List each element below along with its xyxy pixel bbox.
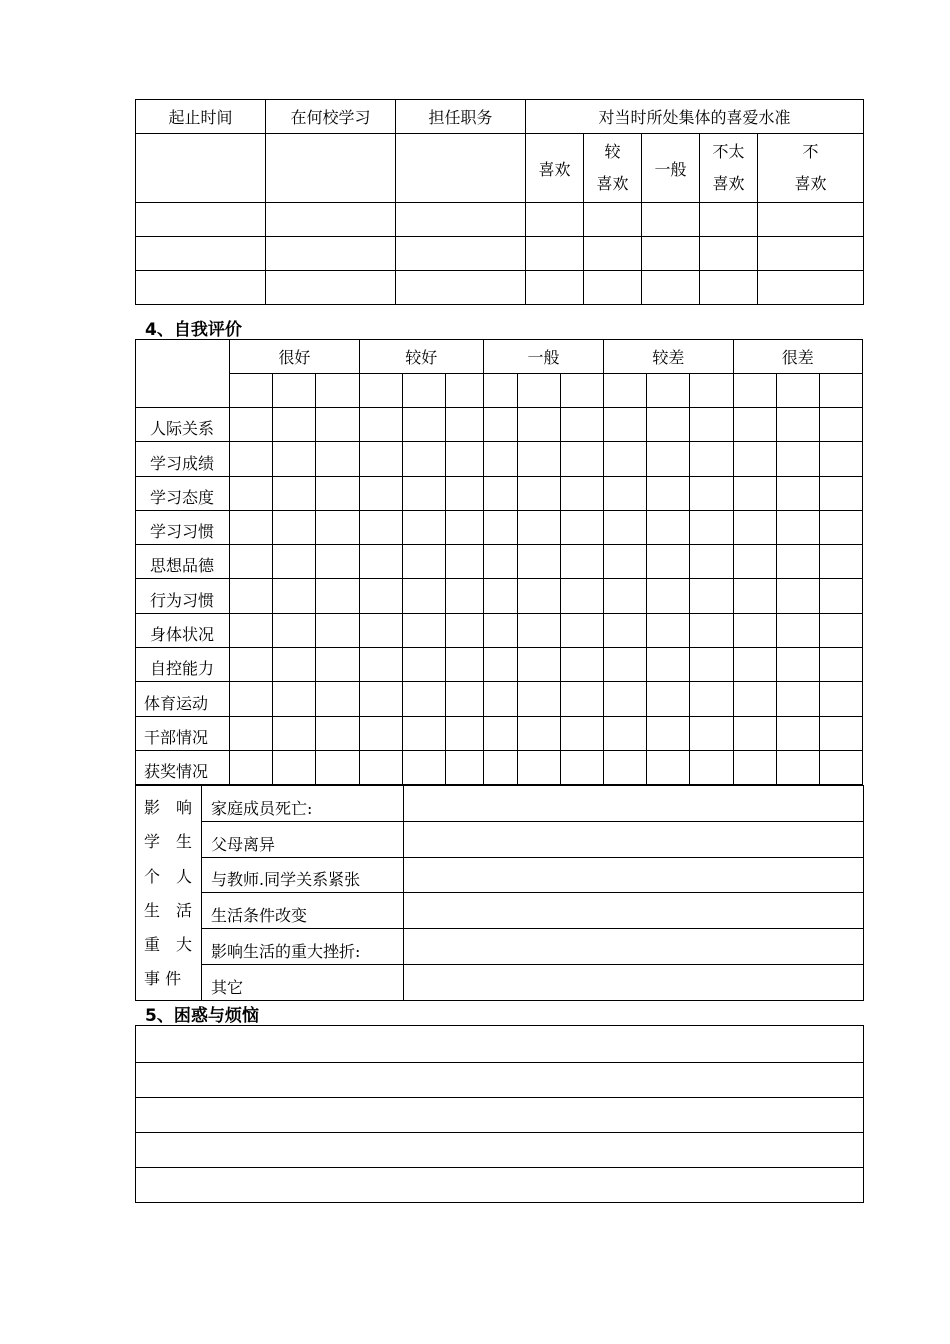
table-row[interactable] xyxy=(136,442,863,476)
event-other: 其它 xyxy=(202,964,404,1000)
table-row[interactable] xyxy=(136,716,863,750)
cell-position[interactable] xyxy=(396,134,526,203)
corner-cell xyxy=(136,340,230,408)
column-very-poor: 很差 xyxy=(733,340,862,374)
row-label-sports: 体育运动 xyxy=(136,682,230,716)
row-label-habits: 学习习惯 xyxy=(136,510,230,544)
event-living-change: 生活条件改变 xyxy=(202,893,404,929)
row-label-relationships: 人际关系 xyxy=(136,408,230,442)
level-fairly-like[interactable]: 较 喜欢 xyxy=(584,134,642,203)
header-school: 在何校学习 xyxy=(266,100,396,134)
header-position: 担任职务 xyxy=(396,100,526,134)
event-teacher-tension-field[interactable] xyxy=(404,857,864,893)
troubles-table xyxy=(135,1025,864,1203)
section-title-troubles: 5、困惑与烦恼 xyxy=(145,1006,259,1026)
major-events-table xyxy=(135,785,864,1001)
table-row[interactable] xyxy=(136,613,863,647)
table-row[interactable] xyxy=(136,545,863,579)
event-major-setback-field[interactable] xyxy=(404,929,864,965)
row-label-cadre: 干部情况 xyxy=(136,716,230,750)
row-label-health: 身体状况 xyxy=(136,613,230,647)
column-average: 一般 xyxy=(483,340,603,374)
troubles-line[interactable] xyxy=(136,1063,864,1098)
row-label-behavior: 行为习惯 xyxy=(136,579,230,613)
event-teacher-tension: 与教师.同学关系紧张 xyxy=(202,857,404,893)
table-row[interactable] xyxy=(136,750,863,784)
column-good: 较好 xyxy=(359,340,483,374)
table-row[interactable] xyxy=(136,579,863,613)
column-poor: 较差 xyxy=(604,340,733,374)
level-like[interactable]: 喜欢 xyxy=(526,134,584,203)
event-living-change-field[interactable] xyxy=(404,893,864,929)
troubles-line[interactable] xyxy=(136,1098,864,1133)
table-row[interactable] xyxy=(136,476,863,510)
cell-period[interactable] xyxy=(136,134,266,203)
row-label-grades: 学习成绩 xyxy=(136,442,230,476)
event-other-field[interactable] xyxy=(404,964,864,1000)
row-label-self-control: 自控能力 xyxy=(136,648,230,682)
table-row[interactable] xyxy=(136,271,864,305)
cell-school[interactable] xyxy=(266,134,396,203)
row-label-attitude: 学习态度 xyxy=(136,476,230,510)
major-events-label: 影 响 学 生 个 人 生 活 重 大 事 件 xyxy=(136,786,202,1001)
table-row[interactable] xyxy=(136,648,863,682)
table-row[interactable] xyxy=(136,203,864,237)
level-dislike[interactable]: 不 喜欢 xyxy=(758,134,864,203)
table-row[interactable] xyxy=(136,682,863,716)
header-liking-level: 对当时所处集体的喜爱水准 xyxy=(526,100,864,134)
troubles-line[interactable] xyxy=(136,1026,864,1063)
header-period: 起止时间 xyxy=(136,100,266,134)
event-family-death-field[interactable] xyxy=(404,786,864,822)
troubles-line[interactable] xyxy=(136,1133,864,1168)
event-parents-divorce-field[interactable] xyxy=(404,821,864,857)
table-row[interactable] xyxy=(136,408,863,442)
self-evaluation-table xyxy=(135,339,863,785)
row-label-awards: 获奖情况 xyxy=(136,750,230,784)
row-label-morality: 思想品德 xyxy=(136,545,230,579)
level-not-much-like[interactable]: 不太 喜欢 xyxy=(700,134,758,203)
level-average[interactable]: 一般 xyxy=(642,134,700,203)
table-row[interactable] xyxy=(136,237,864,271)
column-very-good: 很好 xyxy=(230,340,359,374)
table-row[interactable] xyxy=(136,510,863,544)
event-major-setback: 影响生活的重大挫折: xyxy=(202,929,404,965)
event-family-death: 家庭成员死亡: xyxy=(202,786,404,822)
troubles-line[interactable] xyxy=(136,1168,864,1203)
school-history-table xyxy=(135,99,864,305)
event-parents-divorce: 父母离异 xyxy=(202,821,404,857)
section-title-self-evaluation: 4、自我评价 xyxy=(145,320,242,340)
